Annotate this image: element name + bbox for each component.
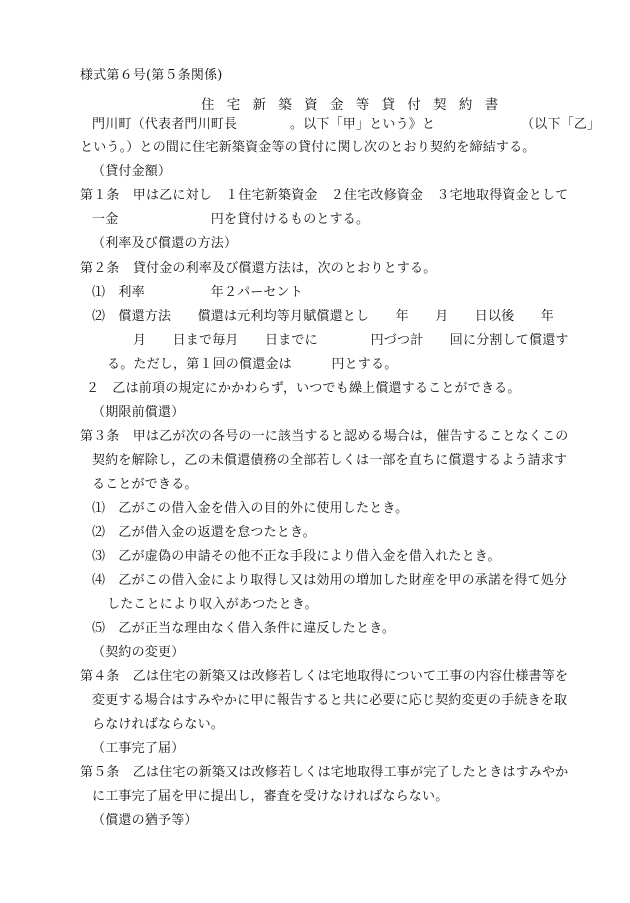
article-line: 変更する場合はすみやかに甲に報告すると共に必要に応じ契約変更の手続きを取 xyxy=(92,693,568,708)
article-line: に工事完了届を甲に提出し，審査を受けなければならない。 xyxy=(92,789,449,804)
section-caption: （契約の変更） xyxy=(92,645,185,660)
article-line: らなければならない。 xyxy=(92,717,225,732)
article-line: したことにより収入があつたとき。 xyxy=(107,597,318,612)
section-caption: （期限前償還） xyxy=(92,405,185,420)
article-line: 第２条 貸付金の利率及び償還方法は，次のとおりとする。 xyxy=(80,261,437,276)
preamble-line: という。）との間に住宅新築資金等の貸付に関し次のとおり契約を締結する。 xyxy=(80,140,536,155)
article-line: ⑸ 乙が正当な理由なく借入条件に違反したとき。 xyxy=(92,621,396,636)
form-label: 様式第６号(第５条関係) xyxy=(80,68,223,83)
article-line: 月 日まで毎月 日までに 円づつ計 回に分割して償還す xyxy=(133,333,569,348)
section-caption: （工事完了届） xyxy=(92,741,185,756)
article-line: ⑴ 利率 年２パーセント xyxy=(92,285,303,300)
article-line: 契約を解除し，乙の未償還債務の全部若しくは一部を直ちに償還するよう請求す xyxy=(92,453,568,468)
article-line: ⑶ 乙が虚偽の申請その他不正な手段により借入金を借入れたとき。 xyxy=(92,549,501,564)
article-line: 第１条 甲は乙に対し １住宅新築資金 ２住宅改修資金 ３宅地取得資金として xyxy=(80,188,569,203)
article-line: 第４条 乙は住宅の新築又は改修若しくは宅地取得について工事の内容仕様書等を xyxy=(80,669,569,684)
document-title: 住 宅 新 築 資 金 等 貸 付 契 約 書 xyxy=(201,97,503,113)
article-line: 第３条 甲は乙が次の各号の一に該当すると認める場合は，催告することなくこの xyxy=(80,429,569,444)
section-caption: （貸付金額） xyxy=(92,164,172,179)
article-line: 一金 円を貸付けるものとする。 xyxy=(92,212,370,227)
article-line: ２ 乙は前項の規定にかかわらず，いつでも繰上償還することができる。 xyxy=(86,381,521,396)
article-line: る。ただし，第１回の償還金は 円とする。 xyxy=(107,357,398,372)
article-line: ⑴ 乙がこの借入金を借入の目的外に使用したとき。 xyxy=(92,501,409,516)
article-line: ることができる。 xyxy=(92,477,198,492)
section-caption: （償還の猶予等） xyxy=(92,813,198,828)
article-line: 第５条 乙は住宅の新築又は改修若しくは宅地取得工事が完了したときはすみやか xyxy=(80,765,569,780)
section-caption: （利率及び償還の方法） xyxy=(92,236,238,251)
article-line: ⑷ 乙がこの借入金により取得し又は効用の増加した財産を甲の承諾を得て処分 xyxy=(92,573,568,588)
article-line: ⑵ 償還方法 償還は元利均等月賦償還とし 年 月 日以後 年 xyxy=(92,309,555,324)
article-line: ⑵ 乙が借入金の返還を怠つたとき。 xyxy=(92,525,316,540)
preamble-line: 門川町（代表者門川町長 。以下「甲」という》と （以下「乙」 xyxy=(92,117,601,132)
